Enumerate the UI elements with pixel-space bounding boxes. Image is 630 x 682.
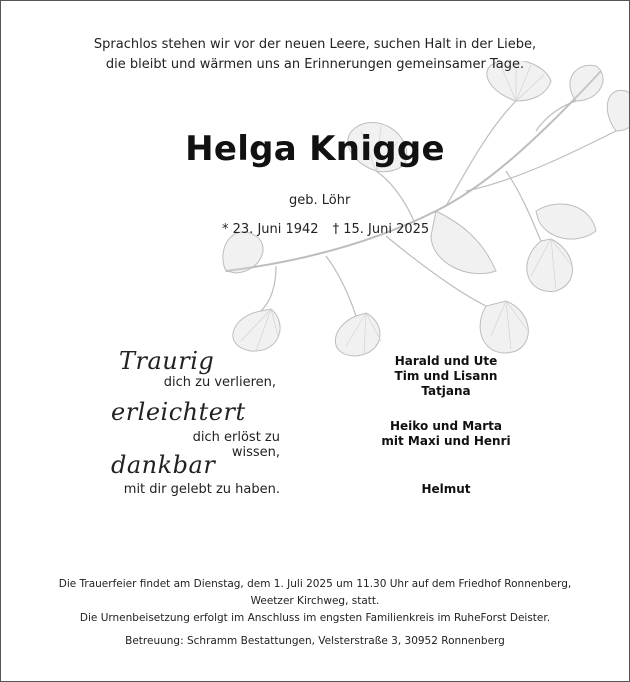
- deceased-name: Helga Knigge: [185, 129, 445, 169]
- mourner-line: Tatjana: [421, 384, 471, 398]
- mourners-group-2: [356, 419, 536, 449]
- script-traurig: Traurig: [119, 347, 215, 375]
- ceremony-info: [1, 576, 629, 627]
- mourners-group-1: [356, 354, 536, 399]
- feeling-text-2: dich erlöst zu wissen,: [192, 430, 280, 460]
- mourner-line: Helmut: [421, 482, 471, 496]
- mourner-line: Harald und Ute: [394, 354, 498, 368]
- script-dankbar: dankbar: [111, 451, 216, 479]
- mourner-line: Heiko und Marta: [389, 419, 503, 433]
- quote-line-1: Sprachlos stehen wir vor der neuen Leere, suchen Halt in der Liebe,: [93, 37, 537, 52]
- script-erleichtert: erleichtert: [111, 398, 246, 426]
- quote-line-2: die bleibt und wärmen uns an Erinnerungen gemeinsamer Tage.: [105, 57, 525, 72]
- mourner-line: Tim und Lisann: [394, 369, 498, 383]
- ceremony-line-1: Die Trauerfeier findet am Dienstag, dem 1. Juli 2025 um 11.30 Uhr auf dem Friedhof Ronnenberg,: [58, 578, 572, 590]
- life-dates: [222, 222, 429, 237]
- ginkgo-branch-illustration: [216, 61, 630, 361]
- ceremony-line-2: Weetzer Kirchweg, statt.: [250, 595, 380, 607]
- mourner-line: mit Maxi und Henri: [381, 434, 511, 448]
- opening-quote: [1, 35, 629, 75]
- undertaker-info: Betreuung: Schramm Bestattungen, Velsterstraße 3, 30952 Ronnenberg: [125, 635, 505, 647]
- birth-name: geb. Löhr: [289, 193, 351, 208]
- feeling-text-1: dich zu verlieren,: [163, 375, 276, 390]
- mourners-group-3: [356, 482, 536, 497]
- birth-date: * 23. Juni 1942: [222, 222, 319, 237]
- feeling-text-3: mit dir gelebt zu haben.: [123, 482, 280, 497]
- urn-line: Die Urnenbeisetzung erfolgt im Anschluss im engsten Familienkreis im RuheForst Deister.: [79, 612, 551, 624]
- death-date: † 15. Juni 2025: [332, 222, 430, 237]
